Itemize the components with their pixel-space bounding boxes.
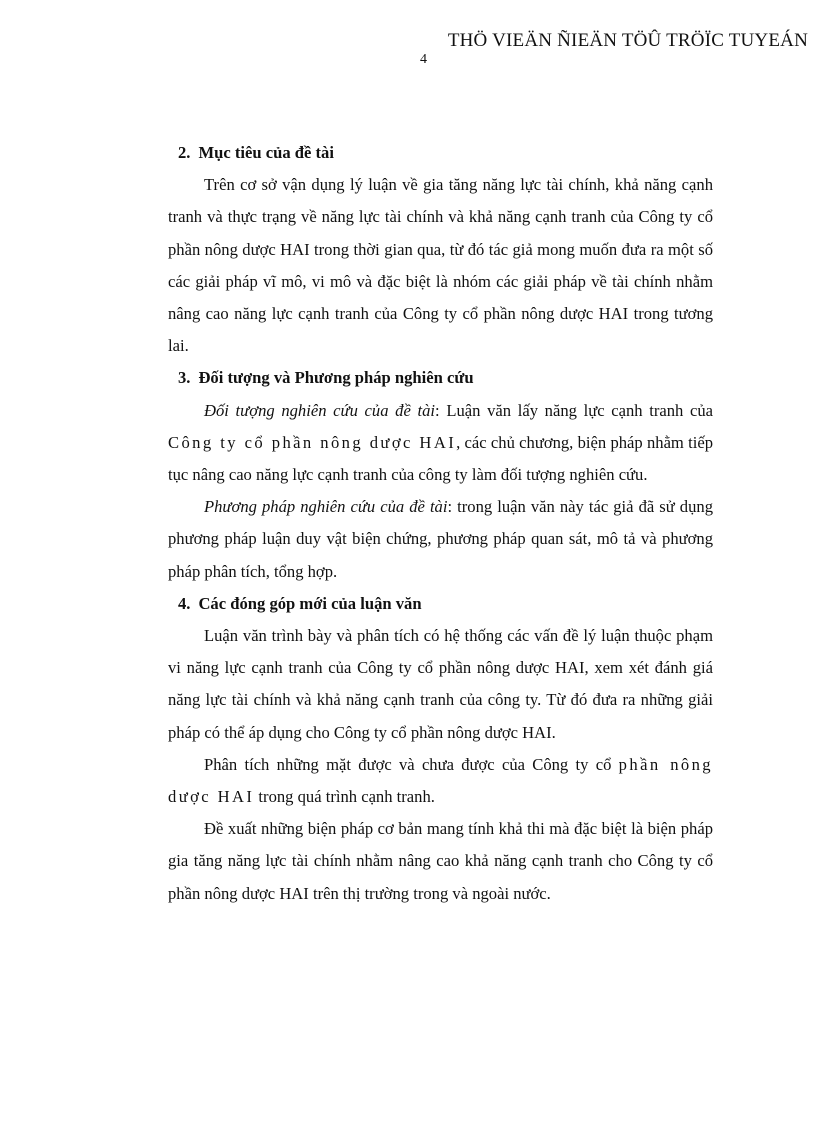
paragraph: Luận văn trình bày và phân tích có hệ thống các vấn đề lý luận thuộc phạm vi năng lực cạnh tranh của Công ty cổ phần nông dược HAI, xem xét đánh giá năng lực tài chính và khả năng cạnh tranh của công ty. Từ đó đưa ra những giải pháp có thể áp dụng cho Công ty cổ phần nông dược HAI. — [168, 626, 713, 742]
running-header: THÖ VIEÄN ÑIEÄN TÖÛ TRÖÏC TUYEÁN — [447, 30, 808, 51]
section-heading-contributions — [168, 588, 713, 620]
section-title: Các đóng góp mới của luận văn — [198, 593, 422, 613]
section-heading-objectives — [168, 137, 713, 169]
spaced-text: phần nông dược HAI — [168, 754, 714, 807]
section-heading-scope-methods — [168, 362, 713, 394]
paragraph — [168, 749, 713, 813]
section-number: 3. — [178, 368, 191, 388]
document-body — [168, 137, 713, 910]
spaced-text: Công ty cổ phần nông dược HAI — [168, 432, 457, 452]
section-number: 4. — [178, 593, 191, 613]
paragraph-text: : trong luận văn này tác giả đã sử dụng phương pháp luận duy vật biện chứng, phương pháp quan sát, mô tả và phương pháp phân tích, tổng hợp. — [168, 497, 713, 581]
paragraph-research-object — [168, 395, 713, 492]
section-number: 2. — [178, 143, 191, 162]
paragraph-text: Phân tích những mặt được và chưa được của Công ty cổ — [204, 754, 619, 774]
paragraph: Đề xuất những biện pháp cơ bản mang tính khả thi mà đặc biệt là biện pháp gia tăng năng lực tài chính nhằm nâng cao khả năng cạnh tranh cho Công ty cổ phần nông dược HAI trên thị trường trong và ngoài nước. — [168, 819, 713, 903]
page-number: 4 — [420, 52, 427, 67]
paragraph: Trên cơ sở vận dụng lý luận về gia tăng năng lực tài chính, khả năng cạnh tranh và thực trạng về năng lực tài chính và khả năng cạnh tranh của Công ty cổ phần nông dược HAI trong thời gian qua, từ đó tác giả mong muốn đưa ra một số các giải pháp vĩ mô, vi mô và đặc biệt là nhóm các giải pháp về tài chính nhằm nâng cao năng lực cạnh tranh của Công ty cổ phần nông dược HAI trong tương lai. — [168, 175, 713, 356]
paragraph-text: , các chủ chương, biện pháp nhằm tiếp tục nâng cao năng lực cạnh tranh của công ty làm đối tượng nghiên cứu. — [168, 432, 713, 485]
section-title: Mục tiêu của đề tài — [198, 143, 334, 162]
paragraph-text: : Luận văn lấy năng lực cạnh tranh của — [435, 400, 714, 420]
paragraph-text: trong quá trình cạnh tranh. — [254, 787, 435, 807]
section-title: Đối tượng và Phương pháp nghiên cứu — [198, 368, 474, 388]
paragraph-research-method — [168, 491, 713, 588]
italic-label: Đối tượng nghiên cứu của đề tài — [204, 400, 436, 420]
italic-label: Phương pháp nghiên cứu của đề tài — [204, 497, 448, 517]
